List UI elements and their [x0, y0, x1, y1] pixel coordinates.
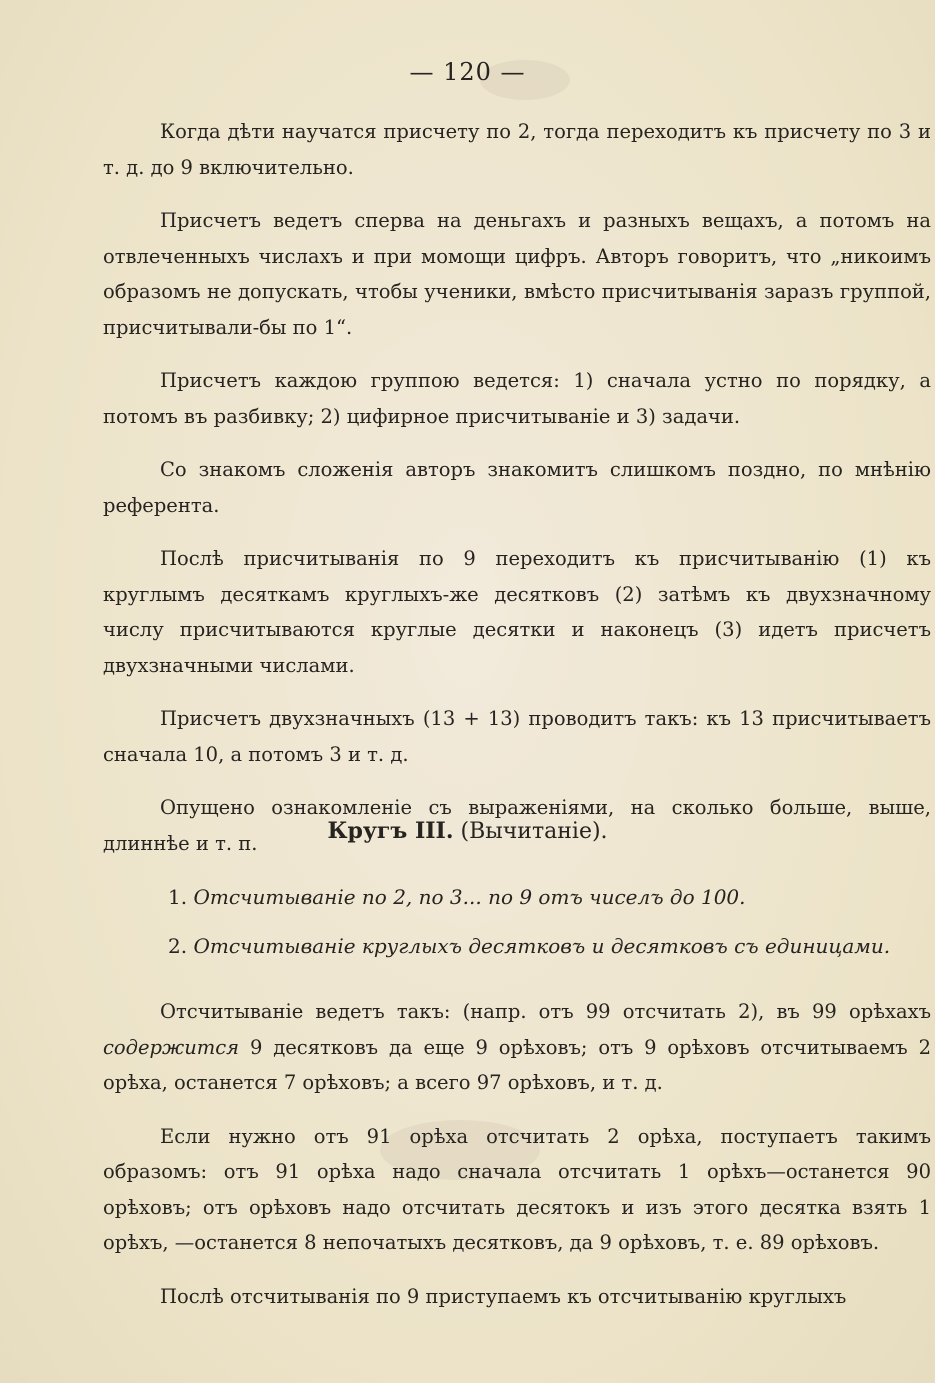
paragraph: Послѣ присчитыванія по 9 переходитъ къ присчитыванію (1) къ круглымъ десяткамъ круглыхъ-же десятковъ (2) затѣмъ къ двухзначному числу присчитываются круглые десятки и наконецъ (3) идетъ присчетъ двухзначными числами.	[103, 547, 931, 677]
paragraph: Присчетъ каждою группою ведется: 1) сначала устно по порядку, а потомъ въ разбивку; 2) цифирное присчитываніе и 3) задачи.	[103, 369, 931, 428]
paragraph: Опущено ознакомленіе съ выраженіями, на сколько больше, выше, длиннѣе и т. п.	[103, 796, 931, 855]
paragraph: Когда дѣти научатся присчету по 2, тогда переходитъ къ присчету по 3 и т. д. до 9 включительно.	[103, 120, 931, 179]
paragraph: Присчетъ ведетъ сперва на деньгахъ и разныхъ вещахъ, а потомъ на отвлеченныхъ числахъ и при момощи цифръ. Авторъ говоритъ, что „никоимъ образомъ не допускать, чтобы ученики, вмѣсто присчитыванія заразъ группой, присчитывали-бы по 1“.	[103, 209, 931, 339]
section-heading-title: Кругъ III.	[327, 818, 454, 844]
paragraph-italic: содержится	[103, 1035, 240, 1059]
list-item-text: Отсчитываніе круглыхъ десятковъ и десятковъ съ единицами.	[193, 934, 891, 958]
text-block-upper	[103, 114, 931, 861]
paragraph: Послѣ отсчитыванія по 9 приступаемъ къ отсчитыванію круглыхъ	[160, 1284, 847, 1308]
text-block-lower	[103, 994, 931, 1314]
paragraph-part: Отсчитываніе ведетъ такъ: (напр. отъ 99 отсчитать 2), въ 99 орѣхахъ	[160, 1000, 931, 1023]
list-item-number: 2.	[168, 934, 188, 958]
paragraph: Присчетъ двухзначныхъ (13 + 13) проводитъ такъ: къ 13 присчитываетъ сначала 10, а потомъ 3 и т. д.	[103, 707, 931, 766]
list-item	[168, 885, 928, 909]
paragraph	[103, 994, 931, 1101]
paragraph-part: 9 десятковъ да еще 9 орѣховъ; отъ 9 орѣховъ отсчитываемъ 2 орѣха, останется 7 орѣховъ; а всего 97 орѣховъ, и т. д.	[103, 1035, 931, 1094]
list-item-number: 1.	[168, 885, 188, 909]
list-item	[168, 934, 928, 958]
section-heading-subtitle: (Вычитаніе).	[460, 819, 608, 844]
paragraph: Если нужно отъ 91 орѣха отсчитать 2 орѣха, поступаетъ такимъ образомъ: отъ 91 орѣха надо сначала отсчитать 1 орѣхъ—останется 90 орѣховъ; отъ орѣховъ надо отсчитать десятокъ и изъ этого десятка взять 1 орѣхъ, —останется 8 непочатыхъ десятковъ, да 9 орѣховъ, т. е. 89 орѣховъ.	[103, 1124, 931, 1254]
list-item-text: Отсчитываніе по 2, по 3... по 9 отъ чиселъ до 100.	[193, 885, 746, 909]
page-number: — 120 —	[409, 58, 526, 86]
paragraph: Со знакомъ сложенія авторъ знакомитъ слишкомъ поздно, по мнѣнію референта.	[103, 458, 931, 517]
section-heading	[0, 818, 935, 844]
